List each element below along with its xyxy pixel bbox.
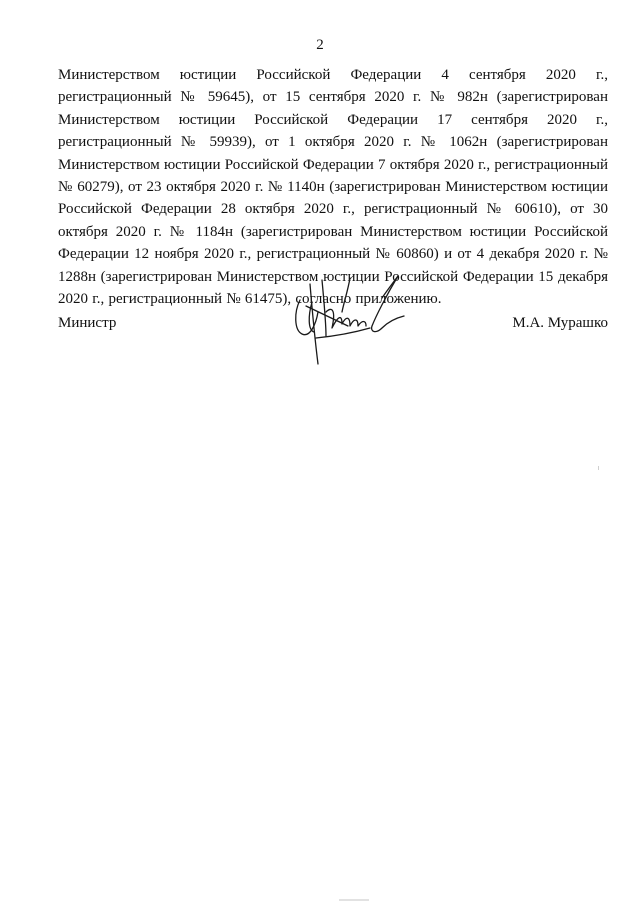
signer-title: Министр [58,315,117,331]
handwritten-signature [286,272,416,382]
signature-row [58,306,608,386]
scan-speck [339,899,369,901]
scan-speck [598,466,599,470]
signer-name: М.А. Мурашко [512,315,608,331]
body-paragraph: Министерством юстиции Российской Федерации 4 сентября 2020 г., регистрационный № 59645), от 15 сентября 2020 г. № 982н (зарегистрирован Министерством юстиции Российской Федерации 17 сентября 2020 г., регистрационный № 59939), от 1 октября 2020 г. № 1062н (зарегистрирован Министерством юстиции Российской Федерации 7 октября 2020 г., регистрационный № 60279), от 23 октября 2020 г. № 1140н (зарегистрирован Министерством юстиции Российской Федерации 28 октября 2020 г., регистрационный № 60610), от 30 октября 2020 г. № 1184н (зарегистрирован Министерством юстиции Российской Федерации 12 ноября 2020 г., регистрационный № 60860) и от 4 декабря 2020 г. № 1288н (зарегистрирован Министерством юстиции Российской Федерации 15 декабря 2020 г., регистрационный № 61475), согласно приложению. [58,67,608,308]
page-number: 2 [316,37,324,53]
